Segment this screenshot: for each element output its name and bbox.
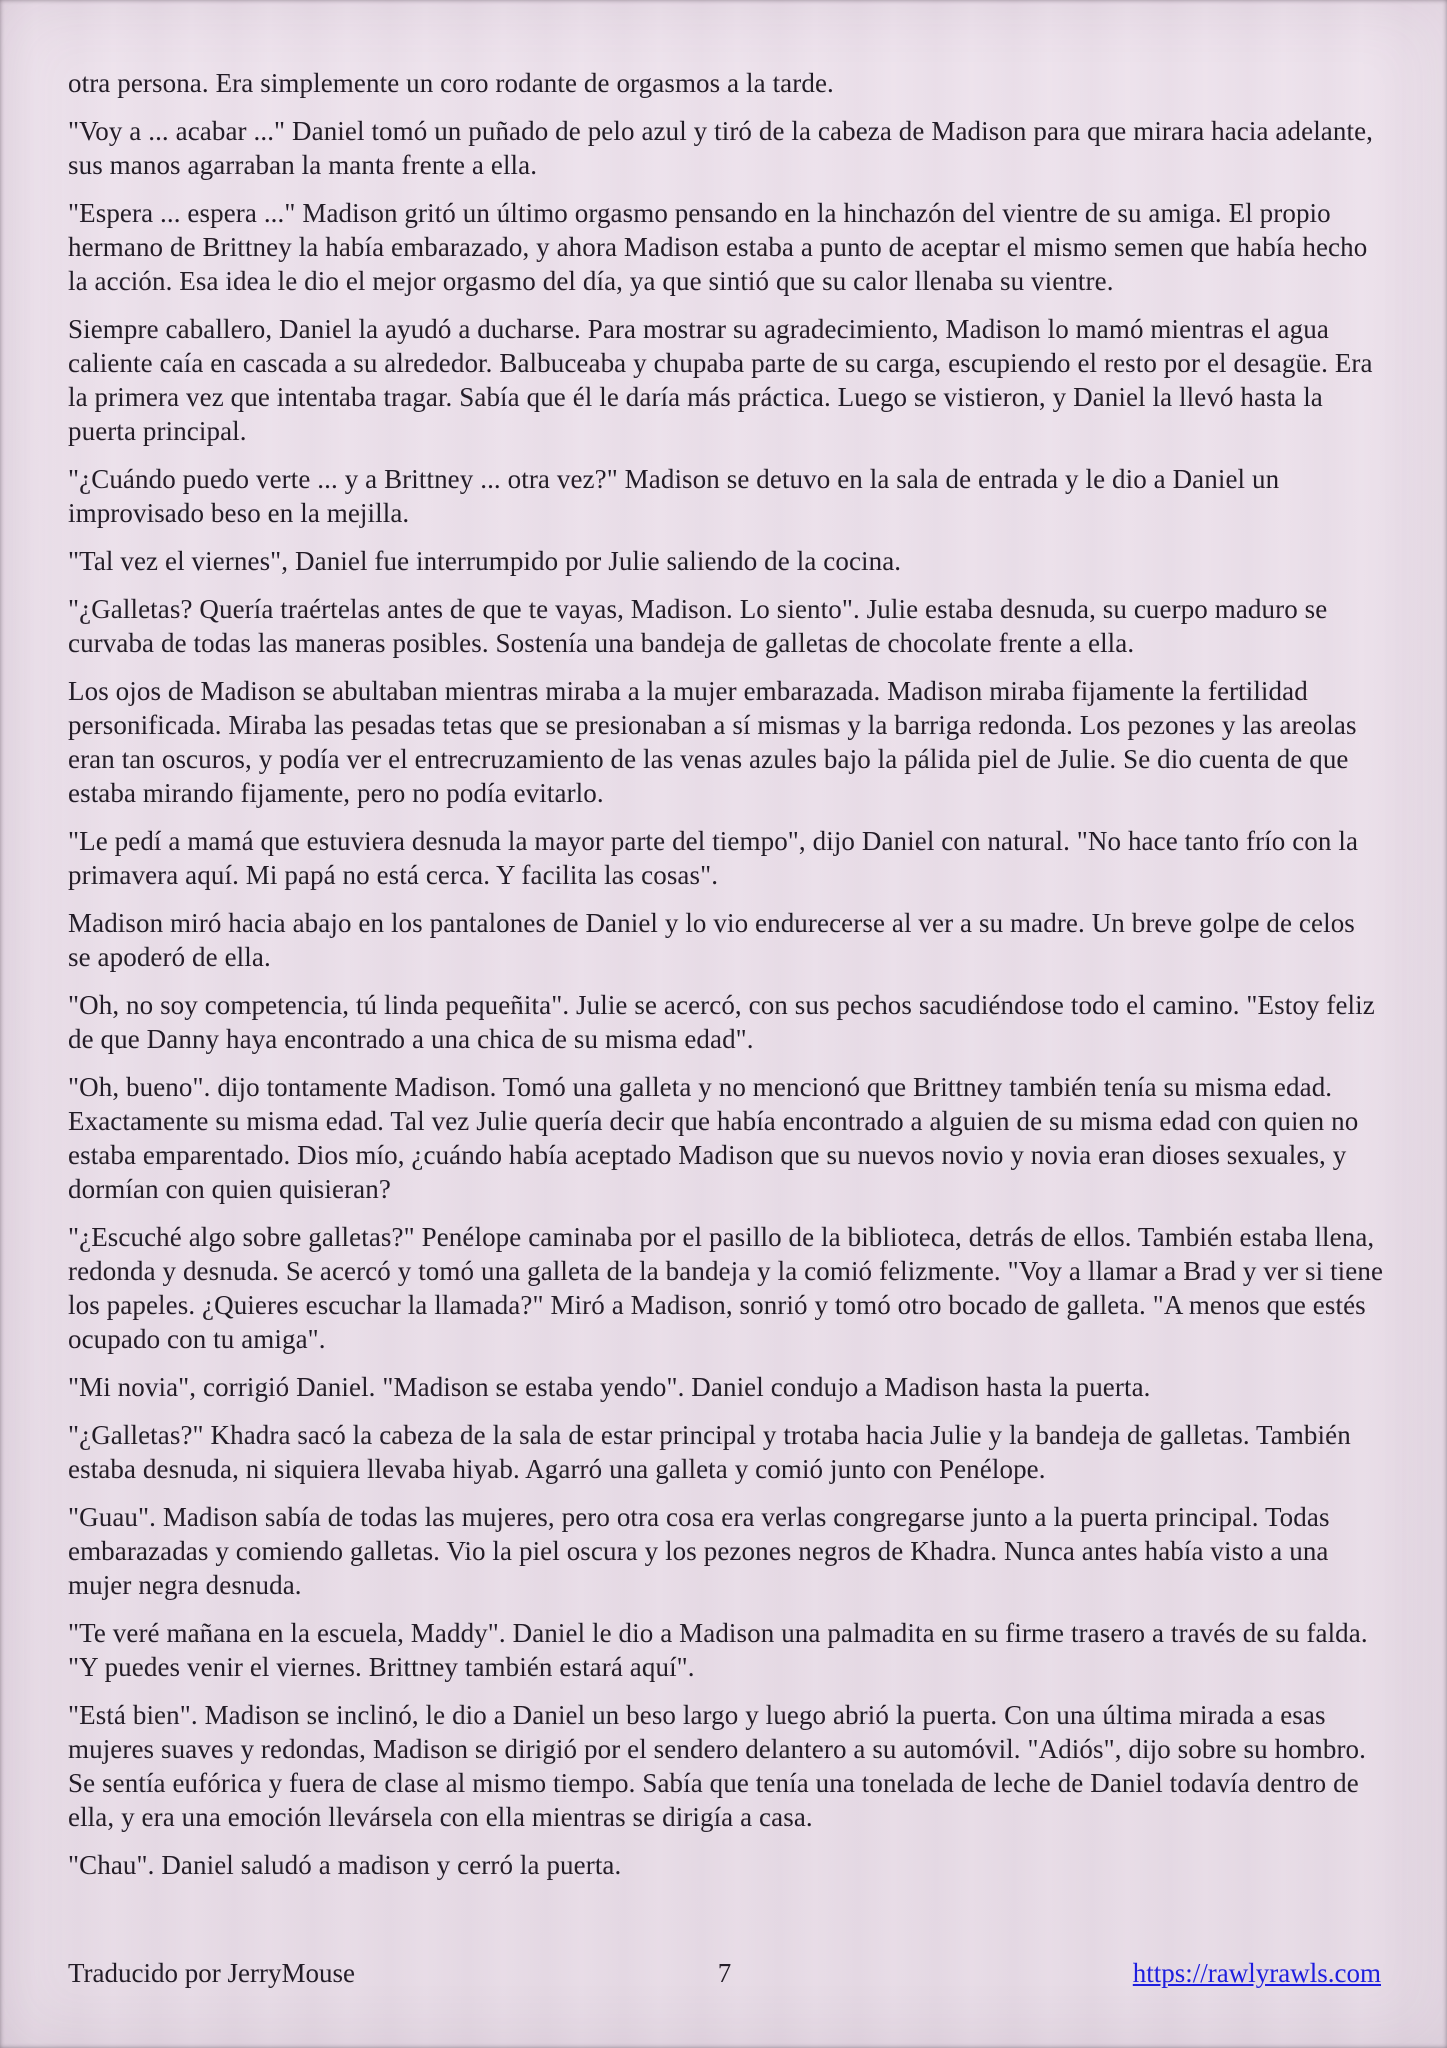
story-paragraph: "Oh, bueno". dijo tontamente Madison. Tomó una galleta y no mencionó que Brittney también tenía su misma edad. Exactamente su misma edad. Tal vez Julie quería decir que había encontrado a alguien de su misma edad con quien no estaba emparentado. Dios mío, ¿cuándo había aceptado Madison que su nuevos novio y novia eran dioses sexuales, y dormían con quien quisieran? — [68, 1072, 1359, 1204]
story-paragraph: "Espera ... espera ..." Madison gritó un último orgasmo pensando en la hinchazón del vientre de su amiga. El propio hermano de Brittney la había embarazado, y ahora Madison estaba a punto de aceptar el mismo semen que había hecho la acción. Esa idea le dio el mejor orgasmo del día, ya que sintió que su calor llenaba su vientre. — [68, 198, 1368, 296]
story-paragraph: "Le pedí a mamá que estuviera desnuda la mayor parte del tiempo", dijo Daniel con natural. "No hace tanto frío con la primavera aquí. Mi papá no está cerca. Y facilita las cosas". — [68, 826, 1359, 890]
story-paragraph: "¿Galletas? Quería traértelas antes de que te vayas, Madison. Lo siento". Julie estaba desnuda, su cuerpo maduro se curvaba de todas las maneras posibles. Sostenía una bandeja de galletas de chocolate frente a ella. — [68, 594, 1328, 658]
site-link-container — [1133, 1956, 1381, 1990]
story-paragraph: "Oh, no soy competencia, tú linda pequeñita". Julie se acercó, con sus pechos sacudiéndose todo el camino. "Estoy feliz de que Danny haya encontrado a una chica de su misma edad". — [68, 990, 1375, 1054]
story-paragraph: "Tal vez el viernes", Daniel fue interrumpido por Julie saliendo de la cocina. — [68, 546, 902, 576]
story-paragraph: "Voy a ... acabar ..." Daniel tomó un puñado de pelo azul y tiró de la cabeza de Madison para que mirara hacia adelante, sus manos agarraban la manta frente a ella. — [68, 116, 1374, 180]
story-paragraph: "¿Galletas?" Khadra sacó la cabeza de la sala de estar principal y trotaba hacia Julie y la bandeja de galletas. También estaba desnuda, ni siquiera llevaba hiyab. Agarró una galleta y comió junto con Penélope. — [68, 1420, 1351, 1484]
page-footer — [68, 1954, 1381, 1990]
story-paragraph: "Mi novia", corrigió Daniel. "Madison se estaba yendo". Daniel condujo a Madison hasta la puerta. — [68, 1372, 1151, 1402]
page-number: 7 — [717, 1958, 732, 1988]
story-paragraph: "¿Escuché algo sobre galletas?" Penélope caminaba por el pasillo de la biblioteca, detrás de ellos. También estaba llena, redonda y desnuda. Se acercó y tomó una galleta de la bandeja y la comió felizmente. "Voy a llamar a Brad y ver si tiene los papeles. ¿Quieres escuchar la llamada?" Miró a Madison, sonrió y tomó otro bocado de galleta. "A menos que estés ocupado con tu amiga". — [68, 1222, 1384, 1354]
story-text-block — [68, 66, 1384, 1896]
story-paragraph: otra persona. Era simplemente un coro rodante de orgasmos a la tarde. — [68, 68, 834, 98]
story-paragraph: "Chau". Daniel saludó a madison y cerró la puerta. — [68, 1850, 622, 1880]
story-paragraph: Los ojos de Madison se abultaban mientras miraba a la mujer embarazada. Madison miraba fijamente la fertilidad personificada. Miraba las pesadas tetas que se presionaban a sí mismas y la barriga redonda. Los pezones y las areolas eran tan oscuros, y podía ver el entrecruzamiento de las venas azules bajo la pálida piel de Julie. Se dio cuenta de que estaba mirando fijamente, pero no podía evitarlo. — [68, 676, 1357, 808]
site-link[interactable]: https://rawlyrawls.com — [1132, 1958, 1381, 1988]
translator-credit: Traducido por JerryMouse — [68, 1958, 355, 1988]
story-paragraph: "Está bien". Madison se inclinó, le dio a Daniel un beso largo y luego abrió la puerta. Con una última mirada a esas mujeres suaves y redondas, Madison se dirigió por el sendero delantero a su automóvil. "Adiós", dijo sobre su hombro. Se sentía eufórica y fuera de clase al mismo tiempo. Sabía que tenía una tonelada de leche de Daniel todavía dentro de ella, y era una emoción llevársela con ella mientras se dirigía a casa. — [68, 1700, 1367, 1832]
story-paragraph: "Te veré mañana en la escuela, Maddy". Daniel le dio a Madison una palmadita en su firme trasero a través de su falda. "Y puedes venir el viernes. Brittney también estará aquí". — [68, 1618, 1368, 1682]
story-paragraph: Siempre caballero, Daniel la ayudó a ducharse. Para mostrar su agradecimiento, Madison lo mamó mientras el agua caliente caía en cascada a su alrededor. Balbuceaba y chupaba parte de su carga, escupiendo el resto por el desagüe. Era la primera vez que intentaba tragar. Sabía que él le daría más práctica. Luego se vistieron, y Daniel la llevó hasta la puerta principal. — [68, 314, 1373, 446]
story-paragraph: "Guau". Madison sabía de todas las mujeres, pero otra cosa era verlas congregarse junto a la puerta principal. Todas embarazadas y comiendo galletas. Vio la piel oscura y los pezones negros de Khadra. Nunca antes había visto a una mujer negra desnuda. — [68, 1502, 1330, 1600]
story-paragraph: Madison miró hacia abajo en los pantalones de Daniel y lo vio endurecerse al ver a su madre. Un breve golpe de celos se apoderó de ella. — [68, 908, 1355, 972]
story-paragraph: "¿Cuándo puedo verte ... y a Brittney ... otra vez?" Madison se detuvo en la sala de entrada y le dio a Daniel un improvisado beso en la mejilla. — [68, 464, 1280, 528]
